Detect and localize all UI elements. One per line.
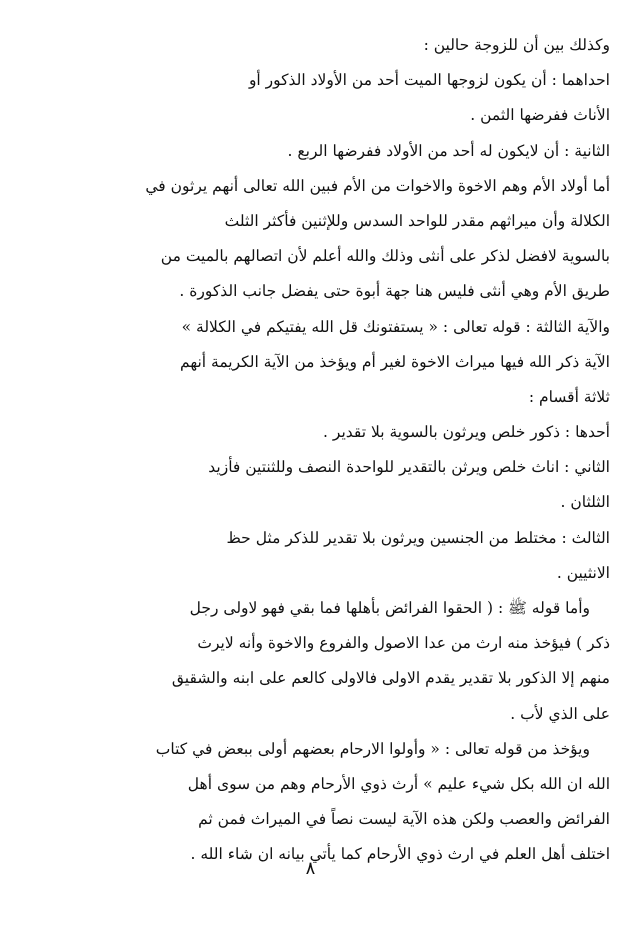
text-line: طريق الأم وهي أنثى فليس هنا جهة أبوة حتى يفضل جانب الذكورة . bbox=[179, 282, 610, 301]
text-line: الثاني : اناث خلص ويرثن بالتقدير للواحدة النصف وللثنتين فأزيد bbox=[208, 458, 610, 477]
text-line: الله ان الله بكل شيء عليم » أرث ذوي الأرحام وهم من سوى أهل bbox=[187, 774, 610, 793]
text-line: ثلاثة أقسام : bbox=[528, 387, 610, 406]
text-line: ويؤخذ من قوله تعالى : « وأولوا الارحام بعضهم أولى ببعض في كتاب bbox=[155, 739, 590, 758]
text-line: اختلف أهل العلم في ارث ذوي الأرحام كما يأتي بيانه ان شاء الله . bbox=[190, 845, 610, 864]
text-line: الانثيين . bbox=[556, 563, 610, 582]
text-line: الكلالة وأن ميراثهم مقدر للواحد السدس وللإثنين فأكثر الثلث bbox=[224, 211, 610, 230]
text-line: أحدها : ذكور خلص ويرثون بالسوية بلا تقدير . bbox=[323, 423, 610, 442]
text-line: الآية ذكر الله فيها ميراث الاخوة لغير أم ويؤخذ من الآية الكريمة أنهم bbox=[180, 352, 610, 371]
text-line: وأما قوله ﷺ : ( الحقوا الفرائض بأهلها فما بقي فهو لاولى رجل bbox=[189, 599, 590, 617]
text-line: ذكر ) فيؤخذ منه ارث من عدا الاصول والفروع والاخوة وأنه لايرث bbox=[197, 634, 610, 653]
text-line: الثانية : أن لايكون له أحد من الأولاد ففرضها الربع . bbox=[287, 141, 610, 160]
text-line: والآية الثالثة : قوله تعالى : « يستفتونك قل الله يفتيكم في الكلالة » bbox=[181, 317, 610, 336]
text-line: وكذلك بين أن للزوجة حالين : bbox=[423, 36, 610, 54]
text-line: منهم إلا الذكور بلا تقدير يقدم الاولى فالاولى كالعم على ابنه والشقيق bbox=[171, 669, 610, 688]
text-line: الفرائض والعصب ولكن هذه الآية ليست نصاً في الميراث فمن ثم bbox=[198, 810, 610, 829]
text-line: احداهما : أن يكون لزوجها الميت أحد من الأولاد الذكور أو bbox=[248, 71, 610, 90]
text-line: الثلثان . bbox=[560, 493, 610, 512]
text-line: الثالث : مختلط من الجنسين ويرثون بلا تقدير للذكر مثل حظ bbox=[226, 528, 610, 547]
body-text bbox=[100, 28, 610, 873]
page-number: ٨ bbox=[305, 858, 316, 879]
text-line: على الذي لأب . bbox=[510, 704, 610, 723]
text-line: بالسوية لافضل لذكر على أنثى وذلك والله أعلم لأن اتصالهم بالميت من bbox=[160, 247, 610, 266]
text-line: الأناث ففرضها الثمن . bbox=[470, 106, 610, 125]
text-line: أما أولاد الأم وهم الاخوة والاخوات من الأم فبين الله تعالى أنهم يرثون في bbox=[145, 176, 610, 195]
